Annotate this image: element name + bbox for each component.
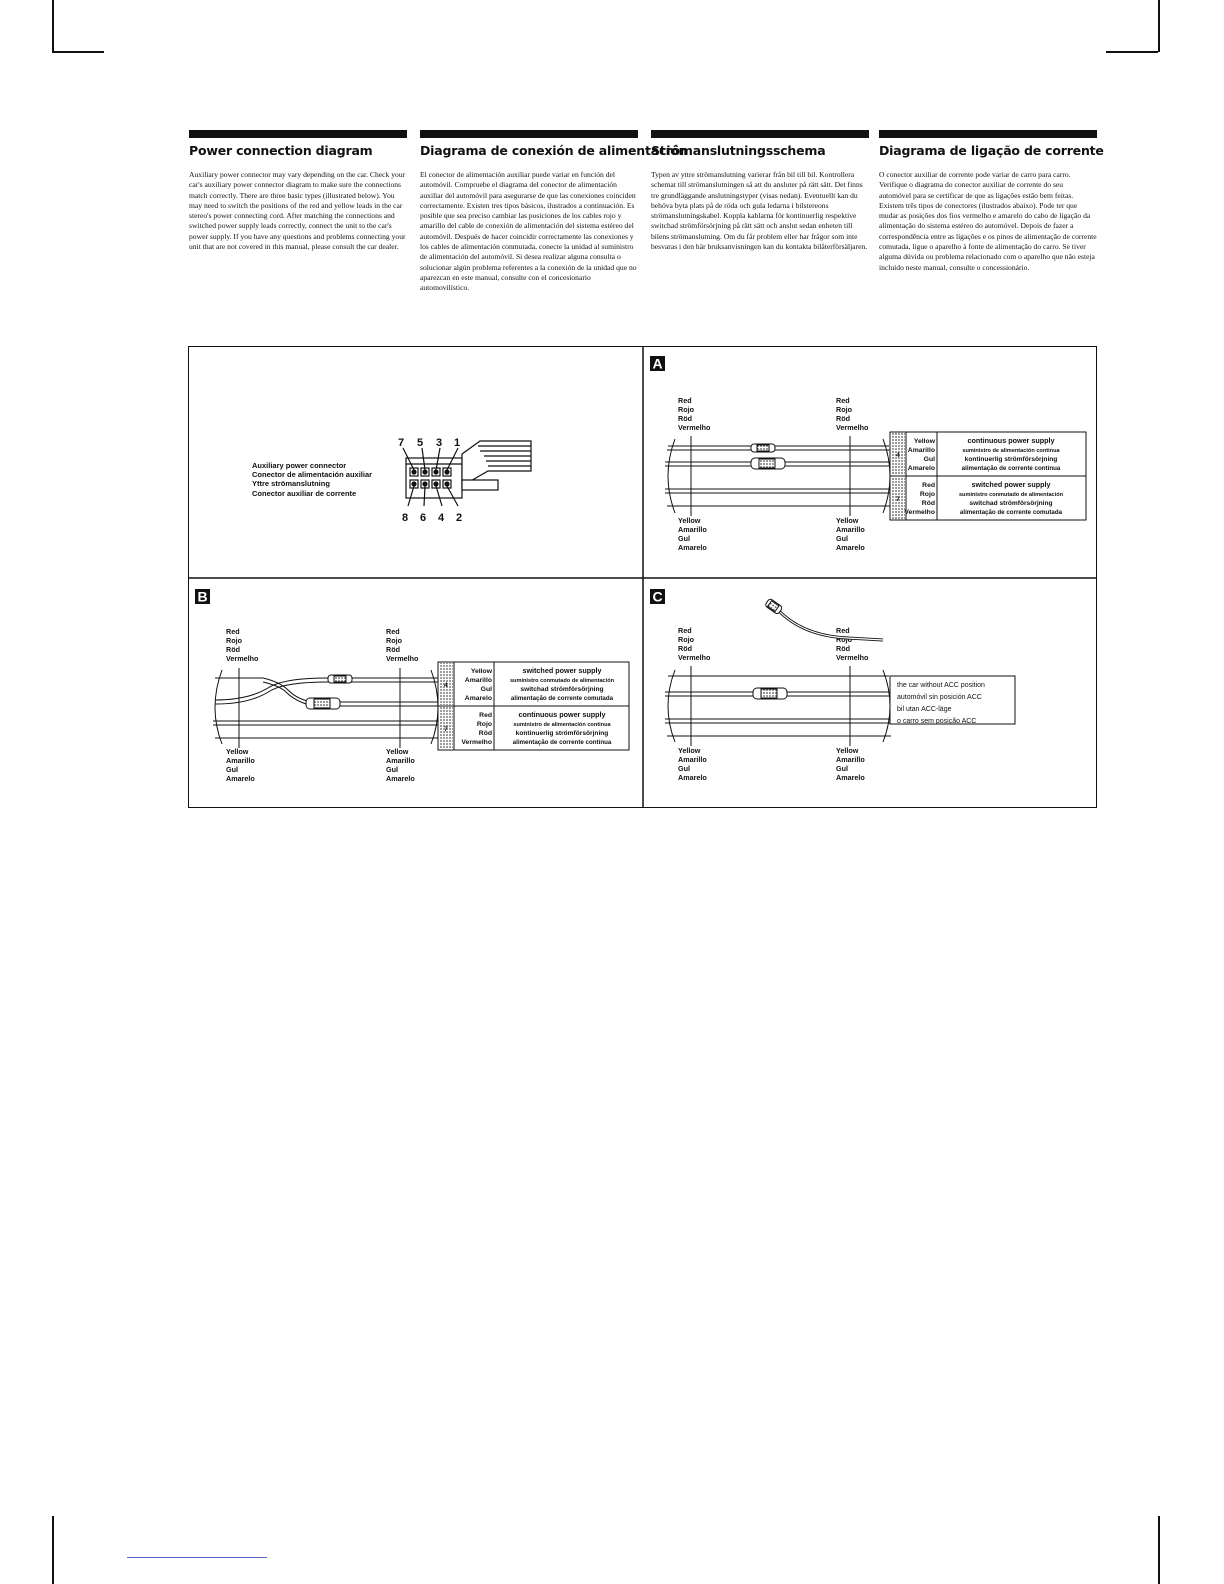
svg-text:Rojo: Rojo [678, 635, 694, 644]
column-swedish [651, 130, 869, 252]
column-english [189, 130, 407, 252]
cable-drawing [665, 436, 893, 516]
red-labels [226, 627, 419, 663]
connector-label-line: Yttre strömanslutning [252, 479, 330, 488]
svg-text:alimentação de corrente comuta: alimentação de corrente comutada [510, 695, 614, 702]
acc-note-box [890, 676, 1015, 725]
footer-underline [127, 1557, 267, 1558]
svg-text:Yellow: Yellow [226, 747, 249, 756]
svg-text:Gul: Gul [836, 534, 848, 543]
svg-text:Röd: Röd [478, 730, 492, 737]
column-heading: Diagrama de conexión de alimentación [420, 143, 688, 158]
panel-c [650, 589, 1015, 783]
svg-text:Rojo: Rojo [836, 405, 852, 414]
legend-table [438, 662, 629, 750]
connector-drawing [403, 441, 531, 506]
yellow-labels [678, 516, 865, 552]
connector-label-line: Conector de alimentación auxiliar [252, 470, 373, 479]
column-portuguese [879, 130, 1104, 273]
svg-text:the car without ACC position: the car without ACC position [897, 682, 985, 689]
column-body: Typen av yttre strömanslutning varierar från bil till bil. Kontrollera schemat till strömanslutningen så att du ansluter på rätt sätt. Det finns tre grundläggande anslutningstyper (visas nedan). Eventuellt kan du behöva byta plats på de röda och gula ledarna i bilstereons strömanslutningskabel. Koppla kablarna för kontinuerlig respektive switchad strömförsörjning på rätt sätt och anslut sedan enheten till bilens strömanslutning. Om du får problem eller har frågor som inte besvaras i den här bruksanvisningen kan du kontakta bilåterförsäljaren. [651, 170, 868, 252]
svg-text:Amarillo: Amarillo [907, 447, 935, 454]
connector-label-line: Auxiliary power connector [252, 461, 347, 470]
svg-text:Röd: Röd [386, 645, 400, 654]
svg-text:Yellow: Yellow [678, 746, 701, 755]
svg-text:Yellow: Yellow [913, 438, 935, 445]
panel-letter: C [652, 588, 663, 605]
heading-rule [420, 130, 638, 138]
column-heading: Power connection diagram [189, 143, 373, 158]
svg-text:kontinuerlig strömförsörjning: kontinuerlig strömförsörjning [964, 456, 1058, 463]
svg-text:Amarillo: Amarillo [226, 756, 255, 765]
svg-text:Gul: Gul [386, 765, 398, 774]
svg-text:suministro de alimentación con: suministro de alimentación continua [513, 722, 611, 728]
svg-text:Vermelho: Vermelho [836, 423, 869, 432]
svg-text:Red: Red [836, 626, 850, 635]
connector-panel [252, 437, 531, 524]
svg-text:Red: Red [386, 627, 400, 636]
svg-text:Röd: Röd [678, 644, 692, 653]
connector-label [252, 461, 372, 498]
pin-number: 3 [436, 437, 443, 449]
crop-mark [52, 51, 104, 53]
svg-text:Rojo: Rojo [226, 636, 242, 645]
crop-mark [52, 1516, 54, 1584]
svg-text:Gul: Gul [226, 765, 238, 774]
svg-text:suministro conmutado de alimen: suministro conmutado de alimentación [509, 678, 615, 684]
pin-number: 1 [454, 437, 461, 449]
wiring-diagrams [188, 346, 1097, 808]
svg-text:Amarelo: Amarelo [907, 465, 935, 472]
svg-text:alimentação de corrente contín: alimentação de corrente contínua [512, 739, 612, 746]
column-body: Auxiliary power connector may vary depending on the car. Check your car's auxiliary power connector diagram to make sure the connections match correctly. There are three basic types (illustrated below). You may need to switch the positions of the red and yellow leads in the car stereo's power connecting cord. After matching the connections and switched power supply leads correctly, connect the unit to the car's power supply. If you have any questions and problems connecting your unit that are not covered in this manual, please consult the car dealer. [189, 170, 406, 252]
svg-text:Amarelo: Amarelo [678, 773, 707, 782]
pin-number: 5 [417, 437, 424, 449]
svg-text:Gul: Gul [836, 764, 848, 773]
red-labels [678, 626, 869, 662]
cable-drawing [665, 598, 893, 746]
svg-text:Red: Red [226, 627, 240, 636]
svg-text:Amarillo: Amarillo [836, 755, 865, 764]
svg-text:Vermelho: Vermelho [904, 509, 935, 516]
legend-table [890, 432, 1086, 520]
heading-rule [879, 130, 1097, 138]
svg-text:Gul: Gul [923, 456, 935, 463]
svg-text:Amarillo: Amarillo [386, 756, 415, 765]
svg-text:Red: Red [678, 626, 692, 635]
svg-text:Vermelho: Vermelho [226, 654, 259, 663]
svg-text:Gul: Gul [678, 764, 690, 773]
svg-text:Vermelho: Vermelho [461, 739, 492, 746]
svg-text:Röd: Röd [836, 644, 850, 653]
column-spanish [420, 130, 688, 294]
svg-text:Amarillo: Amarillo [464, 677, 492, 684]
svg-text:automóvil sin posición ACC: automóvil sin posición ACC [897, 694, 982, 701]
svg-text:Amarelo: Amarelo [226, 774, 255, 783]
crop-mark [1106, 51, 1158, 53]
svg-text:Amarelo: Amarelo [386, 774, 415, 783]
svg-text:Amarillo: Amarillo [836, 525, 865, 534]
svg-text:Rojo: Rojo [919, 491, 935, 498]
svg-text:continuous power supply: continuous power supply [518, 710, 606, 719]
svg-text:Amarelo: Amarelo [836, 543, 865, 552]
yellow-labels [226, 747, 415, 783]
column-heading: Diagrama de ligação de corrente [879, 143, 1104, 158]
svg-text:Red: Red [678, 396, 692, 405]
svg-text:Gul: Gul [480, 686, 492, 693]
svg-text:Röd: Röd [921, 500, 935, 507]
heading-rule [189, 130, 407, 138]
svg-text:Amarelo: Amarelo [464, 695, 492, 702]
svg-text:alimentação de corrente contín: alimentação de corrente contínua [961, 465, 1061, 472]
svg-text:Rojo: Rojo [678, 405, 694, 414]
svg-text:Rojo: Rojo [386, 636, 402, 645]
svg-text:Yellow: Yellow [470, 668, 492, 675]
svg-text:Röd: Röd [678, 414, 692, 423]
svg-text:Yellow: Yellow [678, 516, 701, 525]
svg-text:Röd: Röd [836, 414, 850, 423]
svg-text:o carro sem posição ACC: o carro sem posição ACC [897, 718, 977, 725]
panel-letter: B [197, 588, 208, 605]
pin-number: 8 [402, 512, 409, 524]
pin-number: 6 [420, 512, 427, 524]
panel-b [195, 589, 629, 784]
svg-text:switched power supply: switched power supply [522, 666, 602, 675]
svg-text:Vermelho: Vermelho [386, 654, 419, 663]
pin-number: 7 [444, 726, 448, 733]
connector-label-line: Conector auxiliar de corrente [252, 489, 357, 498]
svg-text:Vermelho: Vermelho [678, 653, 711, 662]
svg-text:Rojo: Rojo [476, 721, 492, 728]
column-body: O conector auxiliar de corrente pode variar de carro para carro. Verifique o diagrama do conector auxiliar de corrente do seu automóvel para se certificar de que as ligações estão bem feitas. Existem três tipos de conectores (ilustrados abaixo). Pode ter que mudar as posições dos fios vermelho e amarelo do cabo de ligação da alimentação do sistema estéreo do automóvel. Depois de fazer a correspondência entre as ligações e os pinos de alimentação de corrente comutada, ligue o aparelho à fonte de alimentação do carro. Se tiver alguma dúvida ou problema relacionado com o aparelho que não esteja incluído neste manual, consulte o concessionário. [879, 170, 1097, 272]
panel-letter: A [652, 355, 663, 372]
cable-drawing [213, 668, 440, 748]
heading-rule [651, 130, 869, 138]
column-body: El conector de alimentación auxiliar puede variar en función del automóvil. Compruebe el diagrama del conector de alimentación auxiliar del automóvil para asegurarse de que las conexiones coinciden correctamente. Existen tres tipos básicos, ilustrados a continuación. Es posible que sea preciso cambiar las posiciones de los cables rojo y amarillo del cable de conexión de alimentación del sistema estéreo del automóvil. Después de hacer coincidir correctamente las conexiones y los cables de alimentación conmutada, conecte la unidad al suministro de alimentación del automóvil. Si desea realizar alguna consulta o solucionar algún problema referentes a la conexión de la unidad que no aparezcan en este manual, consulte con el concesionario automovilístico. [420, 170, 637, 293]
svg-text:switchad strömförsörjning: switchad strömförsörjning [969, 500, 1053, 507]
pin-number: 7 [896, 496, 900, 503]
column-heading: Strömanslutningsschema [651, 143, 826, 158]
red-labels [678, 396, 869, 432]
svg-text:continuous power supply: continuous power supply [967, 436, 1055, 445]
crop-mark [1158, 1516, 1160, 1584]
svg-text:Yellow: Yellow [836, 516, 859, 525]
svg-text:Vermelho: Vermelho [836, 653, 869, 662]
svg-text:suministro conmutado de alimen: suministro conmutado de alimentación [958, 492, 1064, 498]
pin-number: 4 [438, 512, 445, 524]
panel-a [650, 356, 1086, 553]
svg-text:Yellow: Yellow [386, 747, 409, 756]
svg-text:Amarillo: Amarillo [678, 755, 707, 764]
svg-text:switchad strömförsörjning: switchad strömförsörjning [520, 686, 604, 693]
pin-number: 4 [444, 682, 448, 689]
svg-text:Yellow: Yellow [836, 746, 859, 755]
svg-text:Amarelo: Amarelo [678, 543, 707, 552]
svg-text:Red: Red [479, 712, 492, 719]
svg-text:Amarelo: Amarelo [836, 773, 865, 782]
pin-number: 7 [398, 437, 405, 449]
svg-text:Amarillo: Amarillo [678, 525, 707, 534]
crop-mark [1158, 0, 1160, 52]
svg-text:Vermelho: Vermelho [678, 423, 711, 432]
yellow-labels [678, 746, 865, 782]
svg-text:Red: Red [836, 396, 850, 405]
svg-text:alimentação de corrente comuta: alimentação de corrente comutada [959, 509, 1063, 516]
svg-text:switched power supply: switched power supply [971, 480, 1051, 489]
svg-text:Röd: Röd [226, 645, 240, 654]
svg-text:suministro de alimentación con: suministro de alimentación continua [962, 448, 1060, 454]
svg-text:bil utan ACC-läge: bil utan ACC-läge [897, 706, 952, 713]
svg-text:Red: Red [922, 482, 935, 489]
svg-text:kontinuerlig strömförsörjning: kontinuerlig strömförsörjning [515, 730, 609, 737]
svg-text:Rojo: Rojo [836, 635, 852, 644]
pin-number: 2 [456, 512, 463, 524]
pin-number: 4 [896, 452, 900, 459]
svg-text:Gul: Gul [678, 534, 690, 543]
crop-mark [52, 0, 54, 52]
